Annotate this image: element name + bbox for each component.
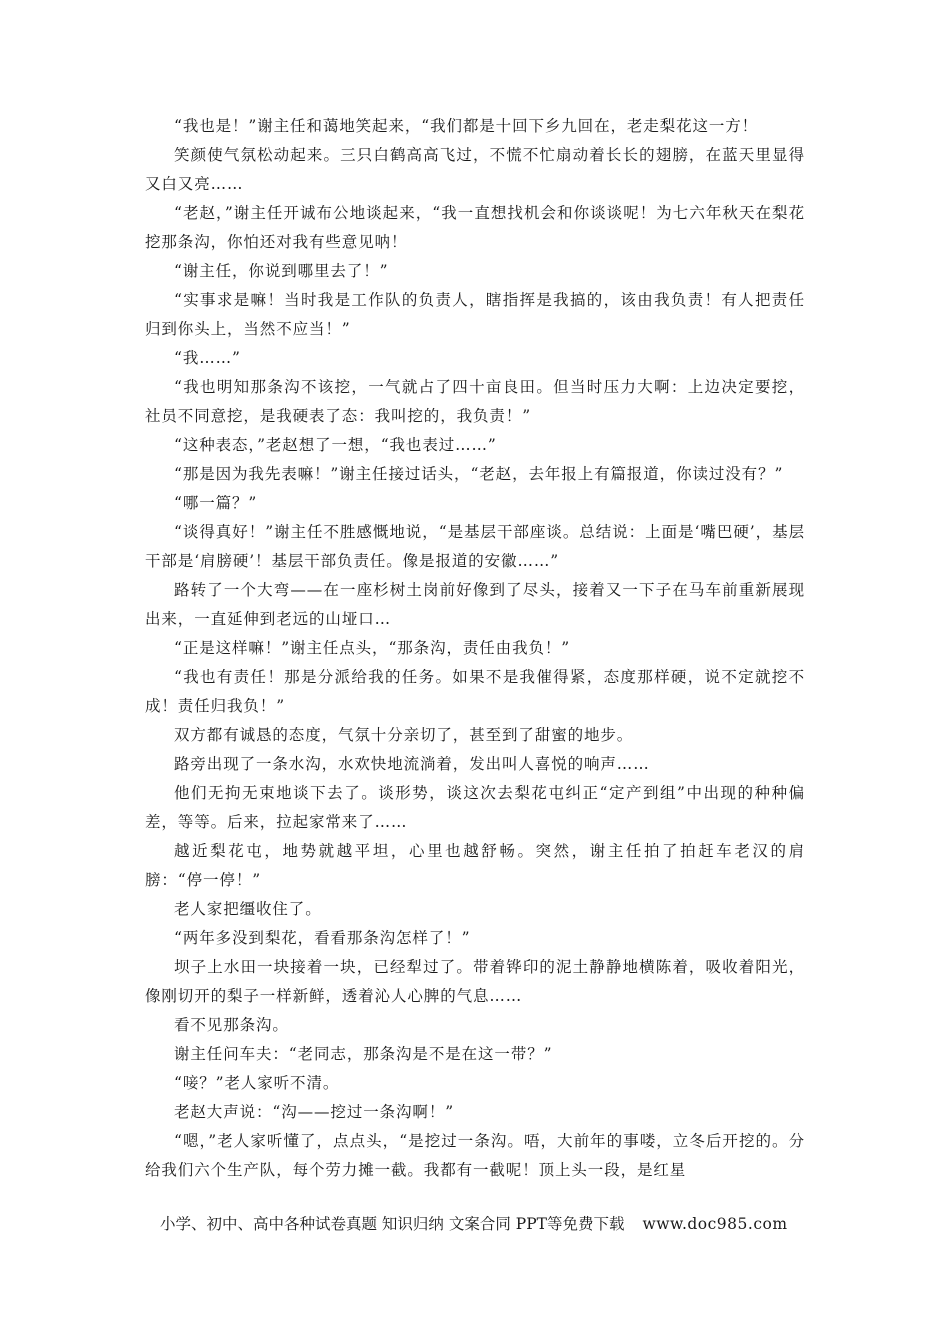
paragraph: 路旁出现了一条水沟，水欢快地流淌着，发出叫人喜悦的响声…… [174, 755, 650, 773]
paragraph: 老人家把缰收住了。 [174, 900, 322, 918]
footer-text: 小学、初中、高中各种试卷真题 知识归纳 文案合同 PPT等免费下载 [160, 1215, 625, 1233]
paragraph: 谢主任问车夫：“老同志，那条沟是不是在这一带？” [174, 1045, 553, 1063]
paragraph: 越近梨花屯，地势就越平坦，心里也越舒畅。突然，谢主任拍了拍赶车老汉的肩膀：“停一停！” [145, 842, 805, 889]
paragraph: 老赵大声说：“沟——挖过一条沟啊！” [174, 1103, 455, 1121]
paragraph: “唼？”老人家听不清。 [174, 1074, 340, 1092]
page-footer [160, 1212, 820, 1236]
paragraph: “那是因为我先表嘛！”谢主任接过话头，“老赵，去年报上有篇报道，你读过没有？” [174, 465, 784, 483]
paragraph: 双方都有诚恳的态度，气氛十分亲切了，甚至到了甜蜜的地步。 [174, 726, 634, 744]
paragraph: “哪一篇？” [174, 494, 258, 512]
paragraph: 坝子上水田一块接着一块，已经犁过了。带着铧印的泥土静静地横陈着，吸收着阳光，像刚切开的梨子一样新鲜，透着沁人心脾的气息…… [145, 958, 805, 1005]
paragraph: “实事求是嘛！当时我是工作队的负责人，瞎指挥是我搞的，该由我负责！有人把责任归到你头上，当然不应当！” [145, 291, 805, 338]
paragraph: “我也明知那条沟不该挖，一气就占了四十亩良田。但当时压力大啊：上边决定要挖，社员不同意挖，是我硬表了态：我叫挖的，我负责！” [145, 378, 805, 425]
paragraph: “老赵，”谢主任开诚布公地谈起来，“我一直想找机会和你谈谈呢！为七六年秋天在梨花挖那条沟，你怕还对我有些意见呐！ [145, 204, 805, 251]
paragraph: 看不见那条沟。 [174, 1016, 289, 1034]
paragraph: “嗯，”老人家听懂了，点点头，“是挖过一条沟。唔，大前年的事喽，立冬后开挖的。分给我们六个生产队，每个劳力摊一截。我都有一截呢！顶上头一段，是红星 [145, 1132, 805, 1179]
paragraph: “谢主任，你说到哪里去了！” [174, 262, 389, 280]
paragraph: “这种表态，”老赵想了一想，“我也表过……” [174, 436, 497, 454]
paragraph: “两年多没到梨花，看看那条沟怎样了！” [174, 929, 471, 947]
paragraph: “我也有责任！那是分派给我的任务。如果不是我催得紧，态度那样硬，说不定就挖不成！责任归我负！” [145, 668, 805, 715]
paragraph: “谈得真好！”谢主任不胜感慨地说，“是基层干部座谈。总结说：上面是‘嘴巴硬’，基层干部是‘肩膀硬’！基层干部负责任。像是报道的安徽……” [145, 523, 805, 570]
footer-url[interactable]: www.doc985.com [642, 1215, 788, 1233]
paragraph: “正是这样嘛！”谢主任点头，“那条沟，责任由我负！” [174, 639, 571, 657]
paragraph: 他们无拘无束地谈下去了。谈形势，谈这次去梨花屯纠正“定产到组”中出现的种种偏差，等等。后来，拉起家常来了…… [145, 784, 805, 831]
paragraph: “我……” [174, 349, 241, 367]
paragraph: 笑颜使气氛松动起来。三只白鹤高高飞过，不慌不忙扇动着长长的翅膀，在蓝天里显得又白又亮…… [145, 146, 805, 193]
paragraph: 路转了一个大弯——在一座杉树土岗前好像到了尽头，接着又一下子在马车前重新展现出来，一直延伸到老远的山垭口… [145, 581, 805, 628]
paragraph: “我也是！”谢主任和蔼地笑起来，“我们都是十回下乡九回在，老走梨花这一方！ [174, 117, 759, 135]
article-body [145, 112, 805, 1185]
